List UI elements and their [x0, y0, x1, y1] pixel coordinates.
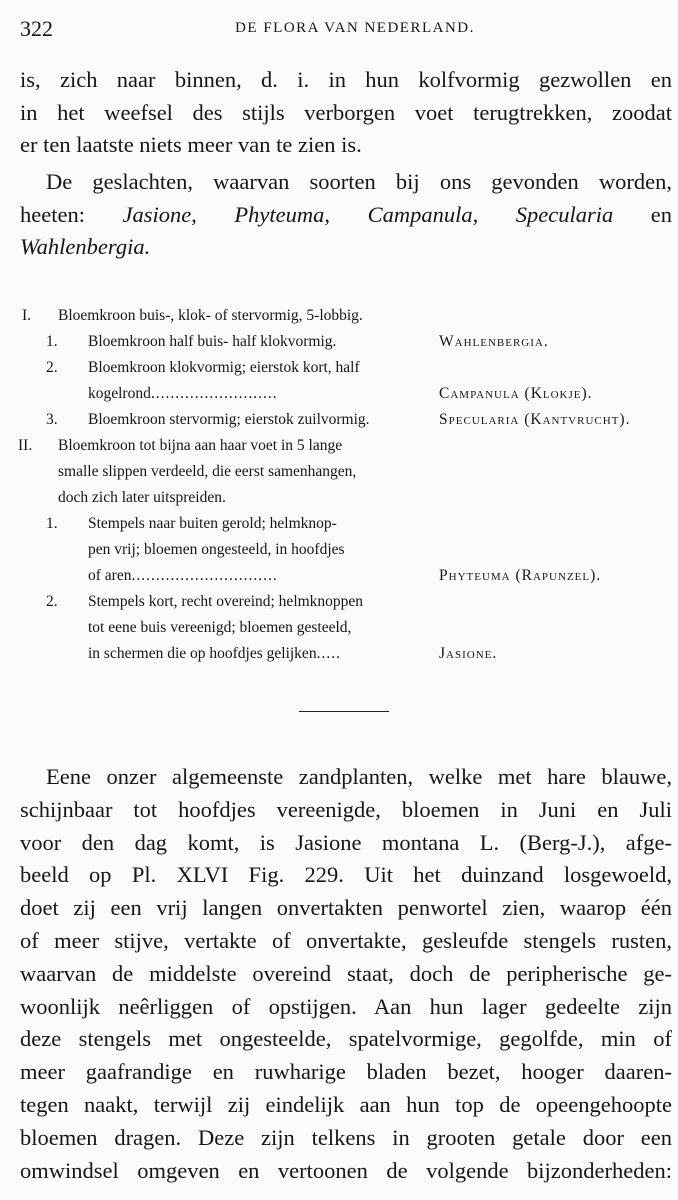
key-row — [22, 537, 672, 563]
key-number: 2. — [46, 359, 58, 376]
key-row — [22, 485, 672, 511]
key-result: Specularia (Kantvrucht). — [439, 411, 631, 428]
key-row — [22, 589, 672, 615]
genus-name: Jasione — [122, 201, 192, 227]
key-row — [22, 303, 672, 329]
text-line: woonlijk neêrliggen of opstijgen. Aan hun lager gedeelte zijn — [20, 993, 672, 1019]
key-row — [18, 433, 672, 459]
text-line: Eene onzer algemeenste zandplanten, welke met hare blauwe, — [46, 764, 672, 789]
text-line: deze stengels met ongesteelde, spatelvormige, gegolfde, min of — [20, 1026, 672, 1052]
key-text: Bloemkroon half buis- half klokvormig. — [88, 333, 337, 350]
key-result: Phyteuma (Rapunzel). — [439, 567, 602, 584]
section-divider — [299, 711, 389, 712]
key-text: smalle slippen verdeeld, die eerst samenhangen, — [58, 463, 357, 480]
key-row — [22, 407, 672, 433]
key-text-part: of aren — [88, 567, 132, 584]
key-row — [22, 459, 672, 485]
text-line: of meer stijve, vertakte of onvertakte, gesleufde stengels rusten, — [20, 927, 672, 953]
text-line: schijnbaar tot hoofdjes vereenigde, bloemen in Juni en Juli — [20, 796, 672, 822]
key-text-part: in schermen die op hoofdjes gelijken — [88, 645, 317, 662]
key-result: Wahlenbergia. — [439, 333, 549, 350]
key-text: doch zich later uitspreiden. — [58, 489, 226, 506]
text-line: waarvan de middelste overeind staat, doch de peripherische ge- — [20, 960, 672, 986]
key-text: tot eene buis vereenigd; bloemen gesteeld, — [88, 619, 352, 636]
genera-list-line: heeten: Jasione, Phyteuma, Campanula, Specularia en — [20, 201, 673, 227]
page-header — [20, 14, 660, 44]
key-text — [88, 381, 278, 407]
text-line: tegen naakt, terwijl zij eindelijk aan hun top de opeengehoopte — [20, 1091, 672, 1117]
text-line: bloemen dragen. Deze zijn telkens in grooten getale door een — [20, 1124, 672, 1150]
text-line: omwindsel omgeven en vertoonen de volgende bijzonderheden: — [20, 1157, 672, 1183]
key-number: II. — [18, 437, 33, 454]
key-result: Campanula (Klokje). — [439, 385, 593, 402]
leader-dots: .......................... — [150, 385, 278, 402]
genera-and: en — [650, 201, 673, 227]
text-line — [20, 231, 672, 264]
leader-dots: .............................. — [131, 567, 278, 584]
genera-paragraph — [20, 166, 672, 264]
key-number: 1. — [46, 515, 58, 532]
key-text — [88, 641, 341, 667]
key-number: 2. — [46, 593, 58, 610]
key-text: Stempels naar buiten gerold; helmknop- — [88, 515, 337, 532]
key-text: Bloemkroon klokvormig; eierstok kort, half — [88, 359, 360, 376]
key-text-part: kogelrond — [88, 385, 151, 402]
key-row — [22, 329, 672, 355]
key-text: pen vrij; bloemen ongesteeld, in hoofdjes — [88, 541, 345, 558]
text-line: doet zij een vrij langen onvertakten penwortel zien, waarop één — [20, 895, 672, 921]
text-line: beeld op Pl. XLVI Fig. 229. Uit het duinzand losgewoeld, — [20, 862, 672, 888]
key-row — [22, 355, 672, 381]
running-title: DE FLORA VAN NEDERLAND. — [235, 20, 475, 36]
key-number: 3. — [46, 411, 58, 428]
key-text: Stempels kort, recht overeind; helmknoppen — [88, 593, 364, 610]
text-line: in het weefsel des stijls verborgen voet terugtrekken, zoodat — [20, 99, 672, 125]
key-text: Bloemkroon stervormig; eierstok zuilvormig. — [88, 411, 370, 428]
key-row — [22, 615, 672, 641]
key-row — [22, 381, 672, 407]
genus-name: Wahlenbergia. — [20, 234, 151, 259]
text-line: is, zich naar binnen, d. i. in hun kolfvormig gezwollen en — [20, 67, 672, 92]
text-line: De geslachten, waarvan soorten bij ons gevonden worden, — [46, 169, 672, 194]
key-row — [22, 641, 672, 667]
page-number: 322 — [20, 16, 53, 41]
genus-name: Campanula — [367, 201, 473, 227]
text-line: er ten laatste niets meer van te zien is. — [20, 132, 362, 157]
text-line: meer gaafrandige en ruwharige bladen bezet, hooger daaren- — [20, 1059, 672, 1085]
key-row — [22, 511, 672, 537]
key-text: Bloemkroon tot bijna aan haar voet in 5 lange — [58, 437, 343, 454]
body-paragraph — [20, 761, 672, 1187]
text-line: voor den dag komt, is Jasione montana L. (Berg-J.), afge- — [20, 829, 672, 855]
key-text — [88, 563, 278, 589]
genus-name: Specularia — [515, 201, 614, 227]
key-result: Jasione. — [439, 645, 498, 662]
key-number: 1. — [46, 333, 58, 350]
intro-paragraph — [20, 64, 672, 162]
key-row — [22, 563, 672, 589]
leader-dots: ..... — [316, 645, 341, 662]
genera-lead: heeten: — [20, 201, 85, 227]
genus-name: Phyteuma — [234, 201, 325, 227]
determination-key — [18, 303, 672, 667]
key-text: Bloemkroon buis-, klok- of stervormig, 5-lobbig. — [58, 307, 363, 324]
key-number: I. — [22, 307, 32, 324]
